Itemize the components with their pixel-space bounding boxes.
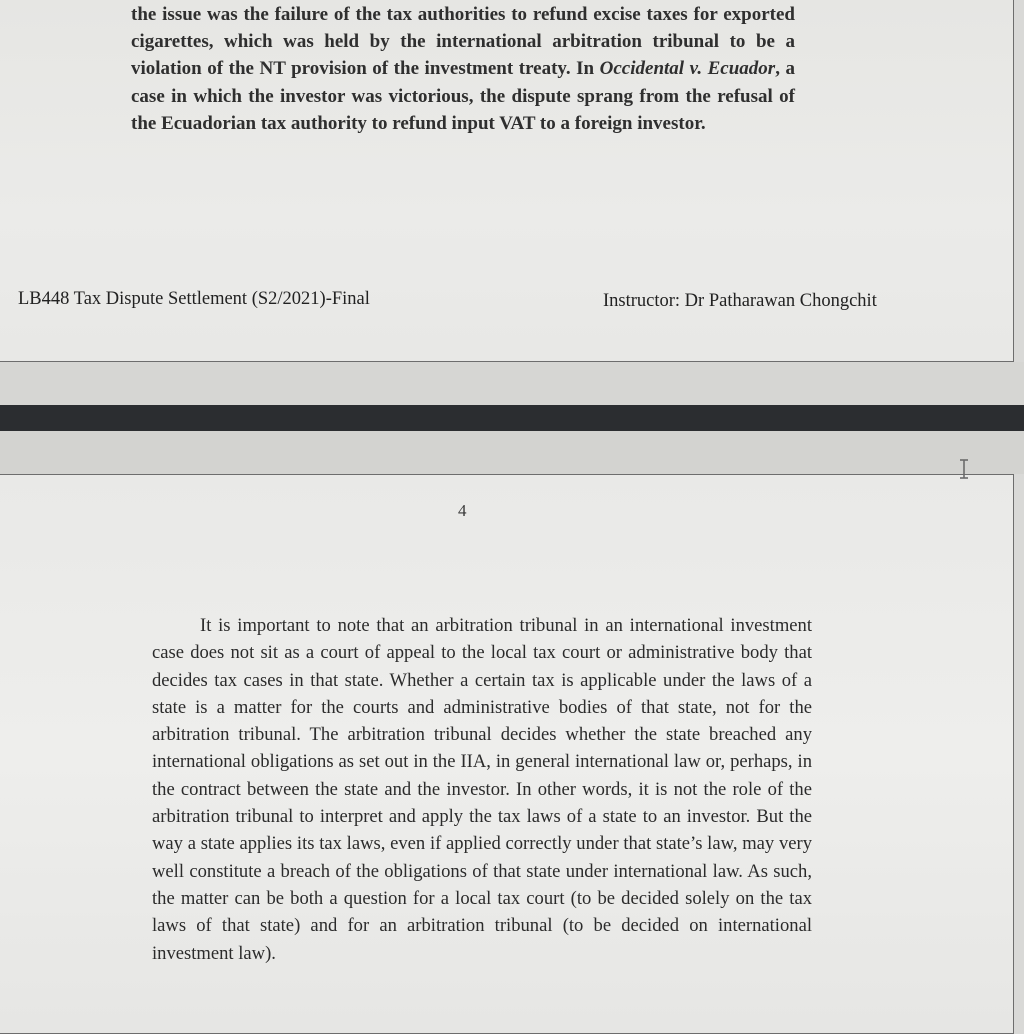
paragraph-text-part: the issue was the failure of the tax authorities to refund excise taxes for exported cigarettes, which was held by the international arbitration tribunal to be a violation of the NT provision of the investment treaty. In xyxy=(131,4,795,80)
footer-instructor: Instructor: Dr Patharawan Chongchit xyxy=(603,291,877,311)
previous-page-paragraph xyxy=(131,1,795,137)
page-separator-bar xyxy=(0,405,1024,431)
paragraph-text-part: , a case in which the investor was victorious, the dispute sprang from the refusal of the Ecuadorian tax authority to refund input VAT to a foreign investor. xyxy=(131,58,796,134)
body-paragraph[interactable] xyxy=(152,612,812,967)
case-name-italic: Occidental v. Ecuador xyxy=(599,58,776,80)
body-paragraph-text: It is important to note that an arbitration tribunal in an international investment case does not sit as a court of appeal to the local tax court or administrative body that decides tax cases in that state. Whether a certain tax is applicable under the laws of a state is a matter for the courts and administrative bodies of that state, not for the arbitration tribunal. The arbitration tribunal decides whether the state breached any international obligations as set out in the IIA, in general international law or, perhaps, in the contract between the state and the investor. In other words, it is not the role of the arbitration tribunal to interpret and apply the tax laws of a state to an investor. But the way a state applies its tax laws, even if applied correctly under that state’s law, may very well constitute a breach of the obligations of that state under international law. As such, the matter can be both a question for a local tax court (to be decided solely on the tax laws of that state) and for an arbitration tribunal (to be decided on international investment law). xyxy=(152,615,812,964)
footer-course-title: LB448 Tax Dispute Settlement (S2/2021)-Final xyxy=(18,289,370,309)
previous-page xyxy=(0,0,1014,362)
page-gap xyxy=(0,431,1024,474)
text-ibeam-icon xyxy=(957,458,971,480)
page-number: 4 xyxy=(458,501,467,520)
page-gap xyxy=(0,362,1024,405)
